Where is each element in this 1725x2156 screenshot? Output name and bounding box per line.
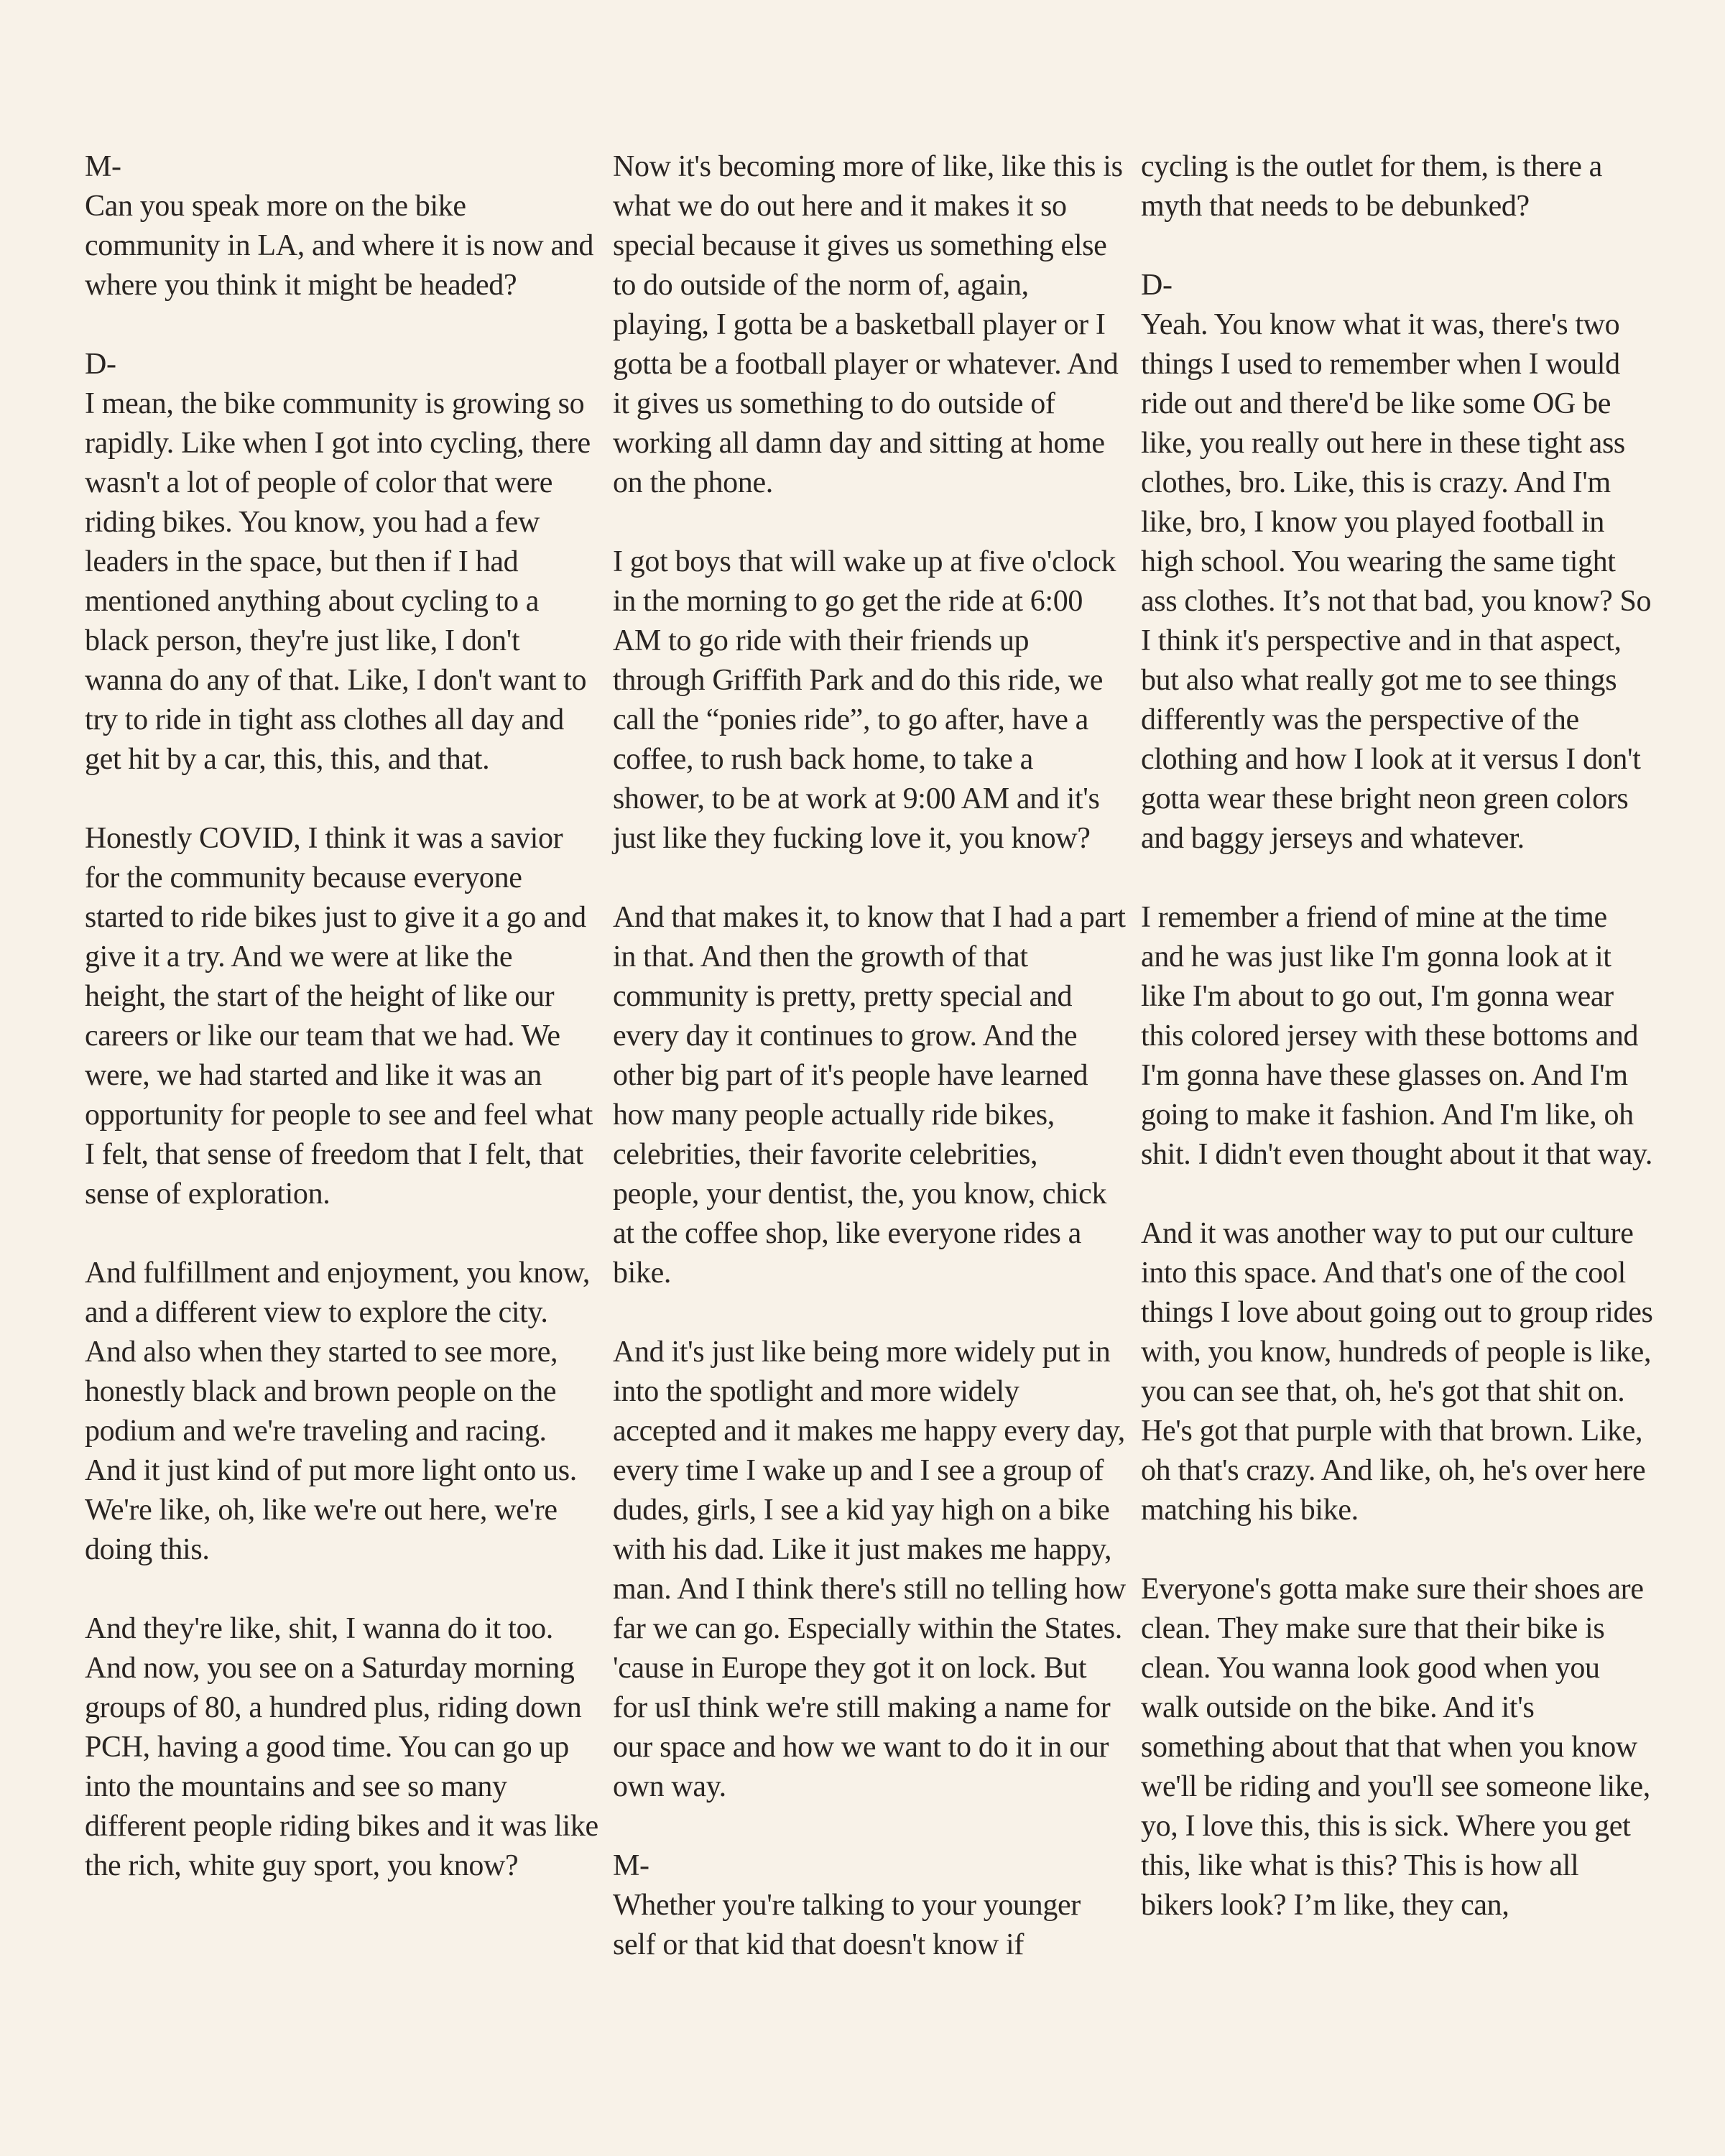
paragraph-text: Whether you're talking to your younger self or that kid that doesn't know if [613, 1889, 1081, 1961]
speaker-label: D- [85, 348, 116, 381]
interview-paragraph [85, 1254, 598, 1570]
interview-paragraph [1141, 898, 1655, 1175]
interview-paragraph [613, 1333, 1127, 1807]
text-column-1 [85, 147, 598, 1886]
interview-paragraph [613, 542, 1127, 859]
interview-paragraph [1141, 1570, 1655, 1925]
interview-paragraph [85, 345, 598, 779]
interview-paragraph [85, 147, 598, 305]
paragraph-text: Can you speak more on the bike community in LA, and where it is now and where you think it might be headed? [85, 190, 594, 302]
interview-paragraph [613, 1846, 1127, 1965]
speaker-label: M- [613, 1849, 649, 1882]
paragraph-text: cycling is the outlet for them, is there a myth that needs to be debunked? [1141, 150, 1602, 223]
paragraph-text: And they're like, shit, I wanna do it too. And now, you see on a Saturday morning groups of 80, a hundred plus, riding down PCH, having a good time. You can go up into the mountains and see so many different people riding bikes and it was like the rich, white guy sport, you know? [85, 1612, 598, 1882]
paragraph-text: And that makes it, to know that I had a part in that. And then the growth of that community is pretty, pretty special and every day it continues to grow. And the other big part of it's people have learned how many people actually ride bikes, celebrities, their favorite celebrities, people, your dentist, the, you know, chick at the coffee shop, like everyone rides a bike. [613, 901, 1126, 1290]
speaker-label: D- [1141, 269, 1173, 302]
paragraph-text: And it was another way to put our culture into this space. And that's one of the cool things I love about going out to group rides with, you know, hundreds of people is like, you can see that, oh, he's got that shit on. He's got that purple with that brown. Like, oh that's crazy. And like, oh, he's over here matching his bike. [1141, 1217, 1653, 1527]
paragraph-text: Honestly COVID, I think it was a savior for the community because everyone started to ride bikes just to give it a go and give it a try. And we were at like the height, the start of the height of like our careers or like our team that we had. We were, we had started and like it was an opportunity for people to see and feel what I felt, that sense of freedom that I felt, that sense of exploration. [85, 822, 593, 1211]
paragraph-text: Yeah. You know what it was, there's two things I used to remember when I would ride out and there'd be like some OG be like, you really out here in these tight ass clothes, bro. Like, this is crazy. And I'm like, bro, I know you played football in high school. You wearing the same tight ass clothes. It’s not that bad, you know? So I think it's perspective and in that aspect, but also what really got me to see things differently was the perspective of the clothing and how I look at it versus I don't gotta wear these bright neon green colors and baggy jerseys and whatever. [1141, 308, 1652, 855]
speaker-label: M- [85, 150, 121, 183]
text-column-2 [613, 147, 1127, 1965]
interview-paragraph [613, 898, 1127, 1293]
paragraph-text: I mean, the bike community is growing so rapidly. Like when I got into cycling, there wasn't a lot of people of color that were riding bikes. You know, you had a few leaders in the space, but then if I had mentioned anything about cycling to a black person, they're just like, I don't wanna do any of that. Like, I don't want to try to ride in tight ass clothes all day and get hit by a car, this, this, and that. [85, 387, 591, 776]
paragraph-text: And it's just like being more widely put in into the spotlight and more widely accepted and it makes me happy every day, every time I wake up and I see a group of dudes, girls, I see a kid yay high on a bike with his dad. Like it just makes me happy, man. And I think there's still no telling how far we can go. Especially within the States. 'cause in Europe they got it on lock. But for usI think we're still making a name for our space and how we want to do it in our own way. [613, 1336, 1126, 1803]
interview-paragraph [85, 819, 598, 1214]
interview-paragraph [1141, 147, 1655, 226]
text-column-3 [1141, 147, 1655, 1925]
paragraph-text: I got boys that will wake up at five o'clock in the morning to go get the ride at 6:00 AM to go ride with their friends up through Griffith Park and do this ride, we call the “ponies ride”, to go after, have a coffee, to rush back home, to take a shower, to be at work at 9:00 AM and it's just like they fucking love it, you know? [613, 545, 1116, 855]
interview-paragraph [1141, 266, 1655, 859]
interview-paragraph [613, 147, 1127, 503]
interview-paragraph [85, 1609, 598, 1886]
paragraph-text: Now it's becoming more of like, like this is what we do out here and it makes it so special because it gives us something else to do outside of the norm of, again, playing, I gotta be a basketball player or I gotta be a football player or whatever. And it gives us something to do outside of working all damn day and sitting at home on the phone. [613, 150, 1123, 499]
paragraph-text: I remember a friend of mine at the time and he was just like I'm gonna look at it like I'm about to go out, I'm gonna wear this colored jersey with these bottoms and I'm gonna have these glasses on. And I'm going to make it fashion. And I'm like, oh shit. I didn't even thought about it that way. [1141, 901, 1652, 1171]
paragraph-text: Everyone's gotta make sure their shoes are clean. They make sure that their bike is clean. You wanna look good when you walk outside on the bike. And it's something about that that when you know we'll be riding and you'll see someone like, yo, I love this, this is sick. Where you get this, like what is this? This is how all bikers look? I’m like, they can, [1141, 1573, 1650, 1922]
paragraph-text: And fulfillment and enjoyment, you know, and a different view to explore the city. And also when they started to see more, honestly black and brown people on the podium and we're traveling and racing. And it just kind of put more light onto us. We're like, oh, like we're out here, we're doing this. [85, 1257, 590, 1566]
interview-paragraph [1141, 1214, 1655, 1530]
